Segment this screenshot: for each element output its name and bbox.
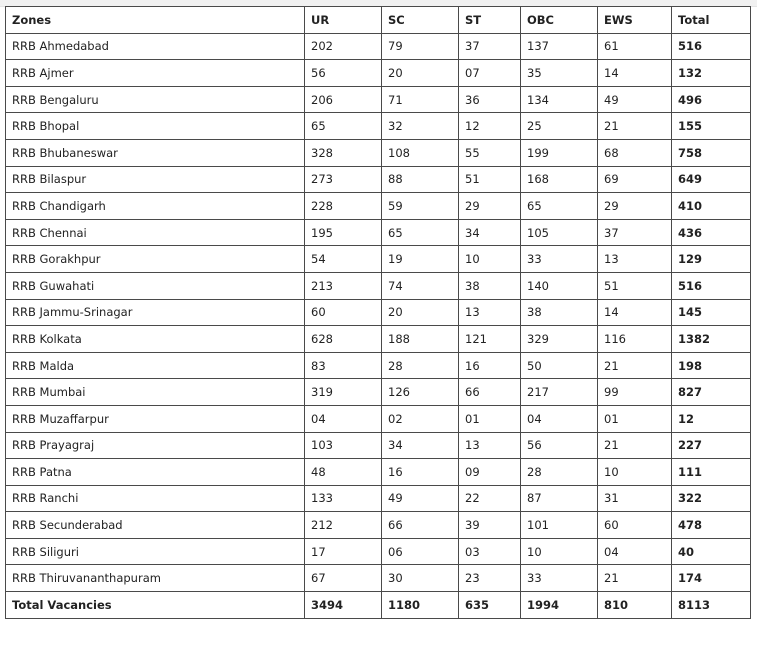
table-row bbox=[6, 565, 751, 592]
zone-cell: RRB Ranchi bbox=[6, 485, 305, 512]
footer-total-cell: 8113 bbox=[672, 592, 751, 619]
zone-cell: RRB Bhopal bbox=[6, 113, 305, 140]
total-cell: 516 bbox=[672, 33, 751, 60]
table-row bbox=[6, 459, 751, 486]
header-row bbox=[6, 7, 751, 34]
st-cell: 07 bbox=[459, 60, 521, 87]
ews-cell: 13 bbox=[598, 246, 672, 273]
obc-cell: 199 bbox=[521, 139, 598, 166]
zone-cell: RRB Jammu-Srinagar bbox=[6, 299, 305, 326]
zone-cell: RRB Secunderabad bbox=[6, 512, 305, 539]
ews-cell: 116 bbox=[598, 326, 672, 353]
total-cell: 496 bbox=[672, 86, 751, 113]
obc-cell: 105 bbox=[521, 219, 598, 246]
obc-cell: 65 bbox=[521, 193, 598, 220]
zone-cell: RRB Bengaluru bbox=[6, 86, 305, 113]
obc-cell: 38 bbox=[521, 299, 598, 326]
st-cell: 36 bbox=[459, 86, 521, 113]
total-cell: 649 bbox=[672, 166, 751, 193]
st-cell: 55 bbox=[459, 139, 521, 166]
ur-cell: 195 bbox=[305, 219, 382, 246]
table-row bbox=[6, 326, 751, 353]
zone-cell: RRB Bilaspur bbox=[6, 166, 305, 193]
sc-cell: 02 bbox=[382, 405, 459, 432]
table-body bbox=[6, 33, 751, 591]
total-cell: 129 bbox=[672, 246, 751, 273]
zone-cell: RRB Chennai bbox=[6, 219, 305, 246]
st-cell: 121 bbox=[459, 326, 521, 353]
ews-cell: 21 bbox=[598, 352, 672, 379]
obc-cell: 134 bbox=[521, 86, 598, 113]
table-row bbox=[6, 538, 751, 565]
zone-cell: RRB Kolkata bbox=[6, 326, 305, 353]
zone-cell: RRB Malda bbox=[6, 352, 305, 379]
ur-cell: 212 bbox=[305, 512, 382, 539]
footer-st-cell: 635 bbox=[459, 592, 521, 619]
total-cell: 410 bbox=[672, 193, 751, 220]
total-cell: 322 bbox=[672, 485, 751, 512]
table-row bbox=[6, 86, 751, 113]
st-cell: 22 bbox=[459, 485, 521, 512]
obc-cell: 33 bbox=[521, 565, 598, 592]
ews-cell: 04 bbox=[598, 538, 672, 565]
total-cell: 12 bbox=[672, 405, 751, 432]
table-row bbox=[6, 272, 751, 299]
total-cell: 111 bbox=[672, 459, 751, 486]
ur-cell: 17 bbox=[305, 538, 382, 565]
ews-cell: 60 bbox=[598, 512, 672, 539]
ews-cell: 68 bbox=[598, 139, 672, 166]
ews-cell: 31 bbox=[598, 485, 672, 512]
obc-cell: 35 bbox=[521, 60, 598, 87]
ews-cell: 69 bbox=[598, 166, 672, 193]
obc-cell: 140 bbox=[521, 272, 598, 299]
footer-sc-cell: 1180 bbox=[382, 592, 459, 619]
footer-ur-cell: 3494 bbox=[305, 592, 382, 619]
sc-cell: 06 bbox=[382, 538, 459, 565]
sc-cell: 126 bbox=[382, 379, 459, 406]
sc-cell: 65 bbox=[382, 219, 459, 246]
header-ur: UR bbox=[305, 7, 382, 34]
total-cell: 827 bbox=[672, 379, 751, 406]
ews-cell: 61 bbox=[598, 33, 672, 60]
ur-cell: 04 bbox=[305, 405, 382, 432]
sc-cell: 34 bbox=[382, 432, 459, 459]
st-cell: 39 bbox=[459, 512, 521, 539]
table-row bbox=[6, 113, 751, 140]
total-cell: 145 bbox=[672, 299, 751, 326]
total-cell: 758 bbox=[672, 139, 751, 166]
obc-cell: 50 bbox=[521, 352, 598, 379]
obc-cell: 87 bbox=[521, 485, 598, 512]
ur-cell: 67 bbox=[305, 565, 382, 592]
zone-cell: RRB Thiruvananthapuram bbox=[6, 565, 305, 592]
obc-cell: 329 bbox=[521, 326, 598, 353]
ews-cell: 21 bbox=[598, 113, 672, 140]
table-row bbox=[6, 139, 751, 166]
table-row bbox=[6, 352, 751, 379]
ur-cell: 56 bbox=[305, 60, 382, 87]
st-cell: 03 bbox=[459, 538, 521, 565]
header-zones: Zones bbox=[6, 7, 305, 34]
zone-cell: RRB Ajmer bbox=[6, 60, 305, 87]
ur-cell: 103 bbox=[305, 432, 382, 459]
zone-cell: RRB Prayagraj bbox=[6, 432, 305, 459]
sc-cell: 28 bbox=[382, 352, 459, 379]
st-cell: 34 bbox=[459, 219, 521, 246]
zone-cell: RRB Chandigarh bbox=[6, 193, 305, 220]
ews-cell: 01 bbox=[598, 405, 672, 432]
footer-row-total-vacancies bbox=[6, 592, 751, 619]
sc-cell: 108 bbox=[382, 139, 459, 166]
obc-cell: 04 bbox=[521, 405, 598, 432]
ur-cell: 628 bbox=[305, 326, 382, 353]
ur-cell: 54 bbox=[305, 246, 382, 273]
total-cell: 227 bbox=[672, 432, 751, 459]
ews-cell: 21 bbox=[598, 432, 672, 459]
footer-zone-cell: Total Vacancies bbox=[6, 592, 305, 619]
sc-cell: 49 bbox=[382, 485, 459, 512]
total-cell: 478 bbox=[672, 512, 751, 539]
ur-cell: 202 bbox=[305, 33, 382, 60]
header-ews: EWS bbox=[598, 7, 672, 34]
ur-cell: 328 bbox=[305, 139, 382, 166]
total-cell: 155 bbox=[672, 113, 751, 140]
ews-cell: 29 bbox=[598, 193, 672, 220]
total-cell: 516 bbox=[672, 272, 751, 299]
ur-cell: 228 bbox=[305, 193, 382, 220]
sc-cell: 66 bbox=[382, 512, 459, 539]
sc-cell: 16 bbox=[382, 459, 459, 486]
total-cell: 436 bbox=[672, 219, 751, 246]
ur-cell: 319 bbox=[305, 379, 382, 406]
header-total: Total bbox=[672, 7, 751, 34]
sc-cell: 19 bbox=[382, 246, 459, 273]
table-row bbox=[6, 193, 751, 220]
sc-cell: 59 bbox=[382, 193, 459, 220]
table-row bbox=[6, 405, 751, 432]
zone-cell: RRB Ahmedabad bbox=[6, 33, 305, 60]
st-cell: 23 bbox=[459, 565, 521, 592]
header-st: ST bbox=[459, 7, 521, 34]
st-cell: 13 bbox=[459, 432, 521, 459]
ews-cell: 21 bbox=[598, 565, 672, 592]
table-row bbox=[6, 60, 751, 87]
obc-cell: 137 bbox=[521, 33, 598, 60]
zone-cell: RRB Mumbai bbox=[6, 379, 305, 406]
ews-cell: 10 bbox=[598, 459, 672, 486]
table-row bbox=[6, 432, 751, 459]
ur-cell: 83 bbox=[305, 352, 382, 379]
zone-cell: RRB Gorakhpur bbox=[6, 246, 305, 273]
table-row bbox=[6, 299, 751, 326]
table-row bbox=[6, 485, 751, 512]
zone-cell: RRB Bhubaneswar bbox=[6, 139, 305, 166]
ews-cell: 49 bbox=[598, 86, 672, 113]
ur-cell: 48 bbox=[305, 459, 382, 486]
header-obc: OBC bbox=[521, 7, 598, 34]
st-cell: 01 bbox=[459, 405, 521, 432]
sc-cell: 20 bbox=[382, 60, 459, 87]
total-cell: 174 bbox=[672, 565, 751, 592]
obc-cell: 101 bbox=[521, 512, 598, 539]
footer-ews-cell: 810 bbox=[598, 592, 672, 619]
ur-cell: 133 bbox=[305, 485, 382, 512]
ur-cell: 213 bbox=[305, 272, 382, 299]
table-row bbox=[6, 246, 751, 273]
st-cell: 09 bbox=[459, 459, 521, 486]
st-cell: 13 bbox=[459, 299, 521, 326]
st-cell: 38 bbox=[459, 272, 521, 299]
total-cell: 40 bbox=[672, 538, 751, 565]
ur-cell: 206 bbox=[305, 86, 382, 113]
obc-cell: 25 bbox=[521, 113, 598, 140]
st-cell: 10 bbox=[459, 246, 521, 273]
total-cell: 132 bbox=[672, 60, 751, 87]
obc-cell: 10 bbox=[521, 538, 598, 565]
zone-cell: RRB Siliguri bbox=[6, 538, 305, 565]
total-cell: 198 bbox=[672, 352, 751, 379]
table-row bbox=[6, 166, 751, 193]
obc-cell: 28 bbox=[521, 459, 598, 486]
obc-cell: 56 bbox=[521, 432, 598, 459]
sc-cell: 74 bbox=[382, 272, 459, 299]
total-cell: 1382 bbox=[672, 326, 751, 353]
ews-cell: 37 bbox=[598, 219, 672, 246]
ur-cell: 273 bbox=[305, 166, 382, 193]
sc-cell: 79 bbox=[382, 33, 459, 60]
vacancy-table bbox=[5, 6, 751, 619]
sc-cell: 71 bbox=[382, 86, 459, 113]
zone-cell: RRB Patna bbox=[6, 459, 305, 486]
zone-cell: RRB Muzaffarpur bbox=[6, 405, 305, 432]
table-row bbox=[6, 512, 751, 539]
ews-cell: 14 bbox=[598, 299, 672, 326]
sc-cell: 188 bbox=[382, 326, 459, 353]
sc-cell: 20 bbox=[382, 299, 459, 326]
sc-cell: 30 bbox=[382, 565, 459, 592]
table-row bbox=[6, 219, 751, 246]
st-cell: 51 bbox=[459, 166, 521, 193]
ews-cell: 14 bbox=[598, 60, 672, 87]
st-cell: 16 bbox=[459, 352, 521, 379]
sc-cell: 88 bbox=[382, 166, 459, 193]
zone-cell: RRB Guwahati bbox=[6, 272, 305, 299]
ur-cell: 60 bbox=[305, 299, 382, 326]
obc-cell: 33 bbox=[521, 246, 598, 273]
st-cell: 29 bbox=[459, 193, 521, 220]
sc-cell: 32 bbox=[382, 113, 459, 140]
obc-cell: 217 bbox=[521, 379, 598, 406]
table-row bbox=[6, 33, 751, 60]
ews-cell: 51 bbox=[598, 272, 672, 299]
st-cell: 12 bbox=[459, 113, 521, 140]
footer-obc-cell: 1994 bbox=[521, 592, 598, 619]
table-row bbox=[6, 379, 751, 406]
st-cell: 37 bbox=[459, 33, 521, 60]
header-sc: SC bbox=[382, 7, 459, 34]
st-cell: 66 bbox=[459, 379, 521, 406]
obc-cell: 168 bbox=[521, 166, 598, 193]
ur-cell: 65 bbox=[305, 113, 382, 140]
ews-cell: 99 bbox=[598, 379, 672, 406]
